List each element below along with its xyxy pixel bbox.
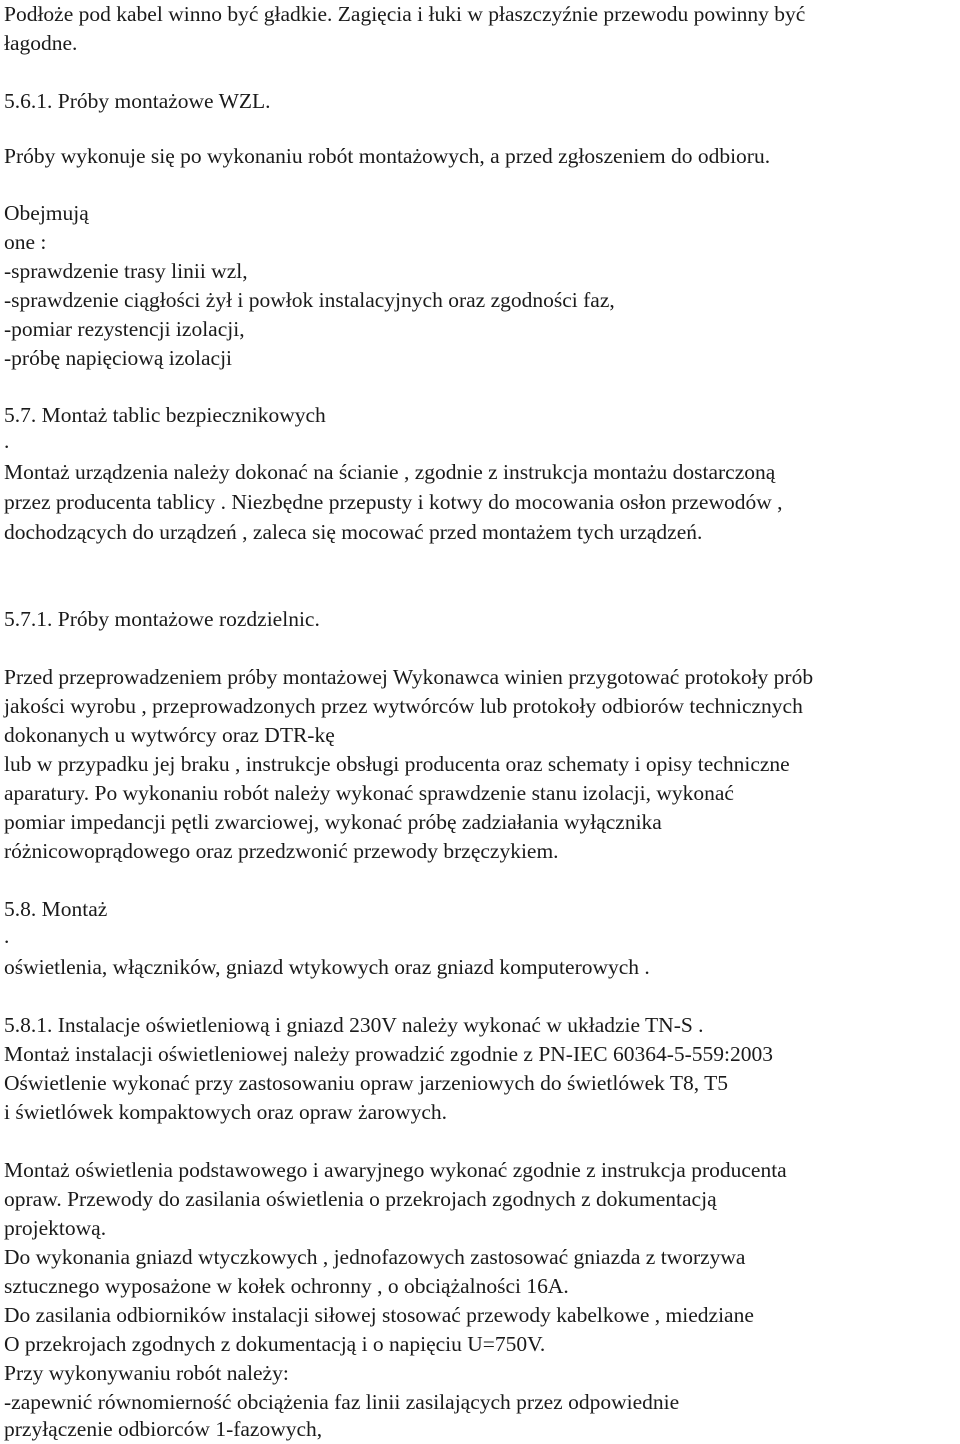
section-heading: 5.6.1. Próby montażowe WZL. <box>4 89 271 113</box>
text-line: Podłoże pod kabel winno być gładkie. Zagięcia i łuki w płaszczyźnie przewodu powinny być <box>4 2 806 26</box>
text-line: przez producenta tablicy . Niezbędne przepusty i kotwy do mocowania osłon przewodów , <box>4 490 783 514</box>
text-line: opraw. Przewody do zasilania oświetlenia o przekrojach zgodnych z dokumentacją <box>4 1187 717 1211</box>
section-heading: 5.7.1. Próby montażowe rozdzielnic. <box>4 607 320 631</box>
text-line: O przekrojach zgodnych z dokumentacją i o napięciu U=750V. <box>4 1332 546 1356</box>
list-item: przyłączenie odbiorców 1-fazowych, <box>4 1417 323 1441</box>
list-item: -pomiar rezystencji izolacji, <box>4 317 245 341</box>
text-line: one : <box>4 230 47 254</box>
text-line: aparatury. Po wykonaniu robót należy wykonać sprawdzenie stanu izolacji, wykonać <box>4 781 734 805</box>
text-line: dochodzących do urządzeń , zaleca się mocować przed montażem tych urządzeń. <box>4 520 703 544</box>
text-line: łagodne. <box>4 31 78 55</box>
text-line: Oświetlenie wykonać przy zastosowaniu opraw jarzeniowych do świetlówek T8, T5 <box>4 1071 729 1095</box>
text-line: Obejmują <box>4 201 89 225</box>
text-line: . <box>4 924 10 948</box>
text-line: Próby wykonuje się po wykonaniu robót montażowych, a przed zgłoszeniem do odbioru. <box>4 144 771 168</box>
text-line: Przed przeprowadzeniem próby montażowej Wykonawca winien przygotować protokoły prób <box>4 665 814 689</box>
text-line: projektową. <box>4 1216 107 1240</box>
list-item: -sprawdzenie ciągłości żył i powłok instalacyjnych oraz zgodności faz, <box>4 288 615 312</box>
section-heading: 5.8. Montaż <box>4 897 108 921</box>
text-line: Przy wykonywaniu robót należy: <box>4 1361 289 1385</box>
text-line: Do wykonania gniazd wtyczkowych , jednofazowych zastosować gniazda z tworzywa <box>4 1245 746 1269</box>
text-line: . <box>4 429 10 453</box>
text-line: jakości wyrobu , przeprowadzonych przez wytwórców lub protokoły odbiorów technicznych <box>4 694 803 718</box>
list-item: -zapewnić równomierność obciążenia faz linii zasilających przez odpowiednie <box>4 1390 680 1414</box>
text-line: Montaż instalacji oświetleniowej należy prowadzić zgodnie z PN-IEC 60364-5-559:2003 <box>4 1042 774 1066</box>
text-line: różnicowoprądowego oraz przedzwonić przewody brzęczykiem. <box>4 839 559 863</box>
text-line: Do zasilania odbiorników instalacji siłowej stosować przewody kabelkowe , miedziane <box>4 1303 754 1327</box>
section-heading: 5.8.1. Instalacje oświetleniową i gniazd 230V należy wykonać w układzie TN-S . <box>4 1013 704 1037</box>
list-item: -sprawdzenie trasy linii wzl, <box>4 259 248 283</box>
text-line: oświetlenia, włączników, gniazd wtykowych oraz gniazd komputerowych . <box>4 955 650 979</box>
section-heading: 5.7. Montaż tablic bezpiecznikowych <box>4 403 326 427</box>
text-line: i świetlówek kompaktowych oraz opraw żarowych. <box>4 1100 447 1124</box>
text-line: dokonanych u wytwórcy oraz DTR-kę <box>4 723 335 747</box>
list-item: -próbę napięciową izolacji <box>4 346 233 370</box>
text-line: sztucznego wyposażone w kołek ochronny , o obciążalności 16A. <box>4 1274 569 1298</box>
text-line: Montaż oświetlenia podstawowego i awaryjnego wykonać zgodnie z instrukcja producenta <box>4 1158 787 1182</box>
text-line: pomiar impedancji pętli zwarciowej, wykonać próbę zadziałania wyłącznika <box>4 810 662 834</box>
text-line: Montaż urządzenia należy dokonać na ścianie , zgodnie z instrukcja montażu dostarczoną <box>4 460 776 484</box>
text-line: lub w przypadku jej braku , instrukcje obsługi producenta oraz schematy i opisy techniczne <box>4 752 790 776</box>
